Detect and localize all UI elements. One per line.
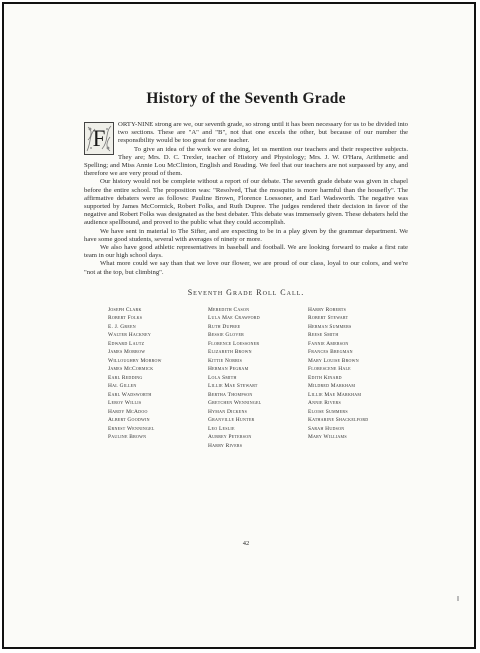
paragraph-intro (84, 121, 408, 151)
roll-name: Aubrey Peterson (208, 434, 252, 441)
roll-name: Edith Kinard (308, 374, 342, 381)
drop-cap-letter: F (92, 126, 106, 151)
roll-name: Walter Hackney (108, 332, 152, 339)
roll-name: Joseph Clark (108, 306, 142, 313)
roll-name: Leroy Willis (108, 400, 142, 407)
roll-name: Kittie Norris (208, 357, 243, 364)
paragraph-athletics: We also have good athletic representatives in baseball and football. We are looking forward to make a first rate team in our high school days. (84, 244, 408, 260)
roll-name: Lola Smith (208, 374, 237, 381)
roll-name: Florescene Hale (308, 366, 351, 373)
roll-name: Leo Leslie (208, 425, 235, 432)
roll-name: Robert Folks (108, 315, 143, 322)
roll-name: Ruth Dupree (208, 323, 241, 330)
roll-name: Harry Roberts (308, 306, 347, 313)
roll-name: Ernest Wenningel (108, 425, 155, 432)
roll-name: Fannie Amerson (308, 340, 349, 347)
roll-name: Pauline Brown (108, 434, 147, 441)
drop-cap-ornament (84, 122, 114, 155)
roll-name: Frances Bregman (308, 349, 353, 356)
page-speck (457, 596, 459, 601)
roll-name: Herman Summers (308, 323, 352, 330)
roll-name: Mary Williams (308, 434, 347, 441)
roll-name: Lillie Mae Stewart (208, 383, 258, 390)
paragraph-teachers: To give an idea of the work we are doing, let us mention our teachers and their respective subjects. They are; Mrs. D. C. Trexler, teacher of History and Physiology; Mrs. J. W. O'Hara, Arithmetic and Spelling; and Miss Annie Lou McClinton, English and Reading. We feel that our teachers are not surpassed by any, and therefore we are very proud of them. (84, 145, 408, 178)
roll-name: Eloise Summers (308, 408, 348, 415)
roll-name: Edward Lautz (108, 340, 145, 347)
roll-name: Herman Pegram (208, 366, 249, 373)
roll-name: E. J. Green (108, 323, 136, 330)
roll-name: Mildred Markham (308, 383, 356, 390)
roll-name: Reese Smith (308, 332, 339, 339)
roll-column-3 (308, 306, 408, 451)
roll-name: Hyman Dickens (208, 408, 248, 415)
roll-name: Harry Rivers (208, 442, 243, 449)
paragraph-debate: Our history would not be complete without a report of our debate. The seventh grade debate was given in chapel before the entire school. The proposition was: "Resolved, That the mosquito is more harmful than the housefly". The affirmative debaters were as follows: Pauline Brown, Florence Loessoner, and Earl Wadsworth. The negative was supported by James McCormick, Robert Folks, and Ruth Dupree. The judges rendered their decision in favor of the negative and Robert Folks was designated as the best debater. This debate was immensely given. These debaters held the audience spellbound, and proved to the public what they could accomplish. (84, 178, 408, 227)
roll-name: Granville Hunter (208, 417, 255, 424)
roll-name: Willoughby Morrow (108, 357, 162, 364)
roll-call-heading: Seventh Grade Roll Call. (187, 287, 305, 297)
roll-name: Albert Goodwin (108, 417, 150, 424)
roll-name: Meredith Cason (208, 306, 250, 313)
paragraph-sifter: We have sent in material to The Sifter, and are expecting to be in a play given by the grammar department. We have some good students, several with averages of ninety or more. (84, 227, 408, 243)
roll-name: Sarah Hudson (308, 425, 345, 432)
roll-name: Florence Loessoner (208, 340, 260, 347)
roll-name: Katharine Shackelford (308, 417, 369, 424)
roll-name: Bertha Thompson (208, 391, 253, 398)
roll-name: Mary Louise Brown (308, 357, 359, 364)
roll-name: James Morrow (108, 349, 146, 356)
roll-name: Bessie Glover (208, 332, 245, 339)
page-title: History of the Seventh Grade (146, 90, 346, 107)
roll-name: Annie Rivers (308, 400, 341, 407)
paragraph-intro-text: ORTY-NINE strong are we, our seventh grade, so strong until it has been necessary for us to be divided into two sections. These are "A" and "B", not that one excels the other, but because of our number the responsibility would be too great for one teacher. (118, 121, 408, 145)
roll-call-list (84, 306, 408, 451)
roll-name: Lula Mae Crawford (208, 315, 260, 322)
roll-name: Earl Wadsworth (108, 391, 152, 398)
roll-name: Gretchen Wenningel (208, 400, 262, 407)
roll-name: Lillie Mae Markham (308, 391, 362, 398)
roll-name: Robert Stewart (308, 315, 349, 322)
roll-name: Earl Redding (108, 374, 143, 381)
document-page (84, 90, 408, 547)
roll-column-2 (208, 306, 308, 451)
page-number: 42 (242, 540, 250, 547)
roll-name: Hardy McAdoo (108, 408, 148, 415)
roll-column-1 (108, 306, 208, 451)
roll-name: James McCormick (108, 366, 154, 373)
roll-name: Hal Gillen (108, 383, 137, 390)
roll-name: Elizabeth Brown (208, 349, 252, 356)
paragraph-closing: What more could we say than that we love our flower, we are proud of our class, loyal to our colors, and we're "not at the top, but climbing". (84, 260, 408, 276)
